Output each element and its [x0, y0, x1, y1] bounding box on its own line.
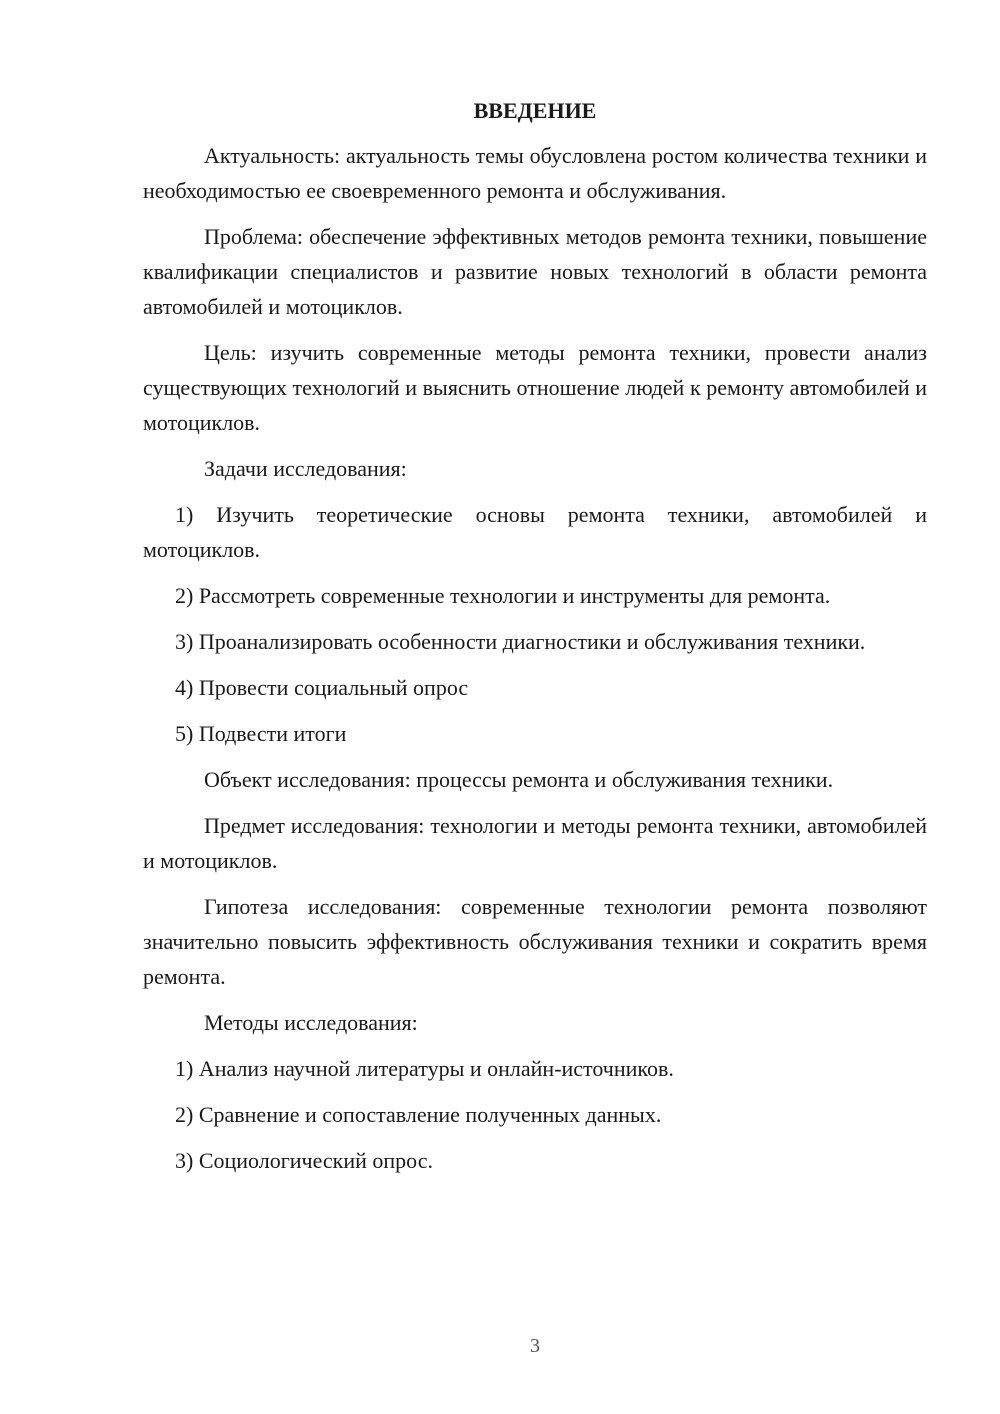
task-item-2: 2) Рассмотреть современные технологии и инструменты для ремонта. [175, 583, 831, 608]
paragraph-hypothesis: Гипотеза исследования: современные технологии ремонта позволяют значительно повысить эффективность обслуживания техники и сократить время ремонта. [143, 894, 927, 989]
method-item-2: 2) Сравнение и сопоставление полученных данных. [175, 1102, 662, 1127]
section-heading: ВВЕДЕНИЕ [473, 98, 597, 123]
task-item-5: 5) Подвести итоги [175, 721, 347, 746]
paragraph-problem: Проблема: обеспечение эффективных методов ремонта техники, повышение квалификации специалистов и развитие новых технологий в области ремонта автомобилей и мотоциклов. [143, 224, 927, 319]
paragraph-object: Объект исследования: процессы ремонта и обслуживания техники. [204, 767, 834, 792]
task-item-1: 1) Изучить теоретические основы ремонта техники, автомобилей и мотоциклов. [143, 502, 927, 562]
paragraph-subject: Предмет исследования: технологии и методы ремонта техники, автомобилей и мотоциклов. [143, 813, 927, 873]
document-page [143, 94, 927, 1189]
method-item-1: 1) Анализ научной литературы и онлайн-источников. [175, 1056, 674, 1081]
paragraph-goal: Цель: изучить современные методы ремонта техники, провести анализ существующих технологий и выяснить отношение людей к ремонту автомобилей и мотоциклов. [143, 340, 927, 435]
paragraph-methods-title: Методы исследования: [204, 1010, 418, 1035]
paragraph-tasks-title: Задачи исследования: [204, 456, 407, 481]
task-item-4: 4) Провести социальный опрос [175, 675, 469, 700]
task-item-3: 3) Проанализировать особенности диагностики и обслуживания техники. [175, 629, 866, 654]
page-number: 3 [530, 1335, 540, 1357]
method-item-3: 3) Социологический опрос. [175, 1148, 433, 1173]
paragraph-relevance: Актуальность: актуальность темы обусловлена ростом количества техники и необходимостью ее своевременного ремонта и обслуживания. [143, 143, 927, 203]
